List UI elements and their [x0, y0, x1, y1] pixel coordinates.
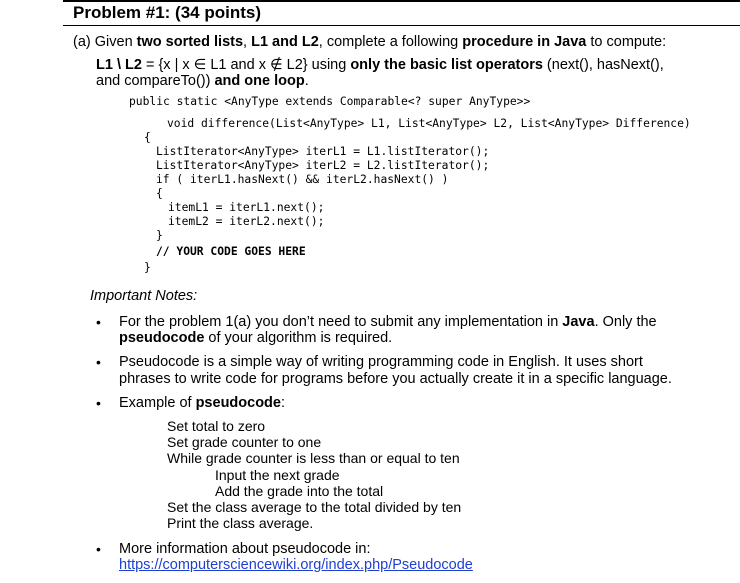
pseudo-line-1: Set total to zero	[167, 418, 266, 434]
pseudo-line-7: Print the class average.	[167, 515, 314, 531]
code-line-7: }	[156, 229, 163, 242]
problem-title: Problem #1: (34 points)	[73, 3, 261, 22]
code-line-4: {	[156, 187, 163, 200]
bullet-4: •	[96, 541, 101, 557]
note-item-1-line2: pseudocode of your algorithm is required.	[119, 330, 393, 346]
note-item-3: Example of pseudocode:	[119, 395, 286, 411]
code-line-6: itemL2 = iterL2.next();	[168, 215, 325, 228]
code-line-3: if ( iterL1.hasNext() && iterL2.hasNext() )	[156, 173, 449, 186]
bullet-1: •	[96, 314, 101, 330]
note-item-2-line1: Pseudocode is a simple way of writing programming code in English. It uses short	[119, 354, 643, 370]
code-brace-open: {	[144, 131, 151, 144]
code-your-code-comment: // YOUR CODE GOES HERE	[156, 245, 306, 258]
note-item-2-line2: phrases to write code for programs before you actually create it in a specific language.	[119, 371, 672, 387]
part-a-line2: L1 \ L2 = {x | x ∈ L1 and x ∉ L2} using only the basic list operators (next(), hasNext(),	[96, 57, 664, 73]
pseudo-line-3: While grade counter is less than or equal to ten	[167, 450, 460, 466]
code-signature-1: public static <AnyType extends Comparable<? super AnyType>>	[129, 95, 531, 108]
code-line-1: ListIterator<AnyType> iterL1 = L1.listIterator();	[156, 145, 490, 158]
bullet-2: •	[96, 354, 101, 370]
code-line-2: ListIterator<AnyType> iterL2 = L2.listIterator();	[156, 159, 490, 172]
pseudo-line-5: Add the grade into the total	[215, 483, 384, 499]
note-item-1-line1: For the problem 1(a) you don’t need to submit any implementation in Java. Only the	[119, 314, 657, 330]
pseudo-line-2: Set grade counter to one	[167, 434, 322, 450]
bullet-3: •	[96, 395, 101, 411]
code-line-5: itemL1 = iterL1.next();	[168, 201, 325, 214]
pseudo-line-6: Set the class average to the total divided by ten	[167, 499, 462, 515]
pseudocode-wiki-link[interactable]: https://computersciencewiki.org/index.php/Pseudocode	[119, 557, 473, 573]
pseudo-line-4: Input the next grade	[215, 467, 340, 483]
note-item-4: More information about pseudocode in:	[119, 541, 371, 557]
notes-heading: Important Notes:	[90, 288, 198, 304]
code-brace-close: }	[144, 261, 151, 274]
part-a-line1: (a) Given two sorted lists, L1 and L2, complete a following procedure in Java to compute:	[73, 34, 667, 50]
code-signature-2: void difference(List<AnyType> L1, List<AnyType> L2, List<AnyType> Difference)	[167, 117, 691, 130]
part-a-line3: and compareTo()) and one loop.	[96, 73, 309, 89]
